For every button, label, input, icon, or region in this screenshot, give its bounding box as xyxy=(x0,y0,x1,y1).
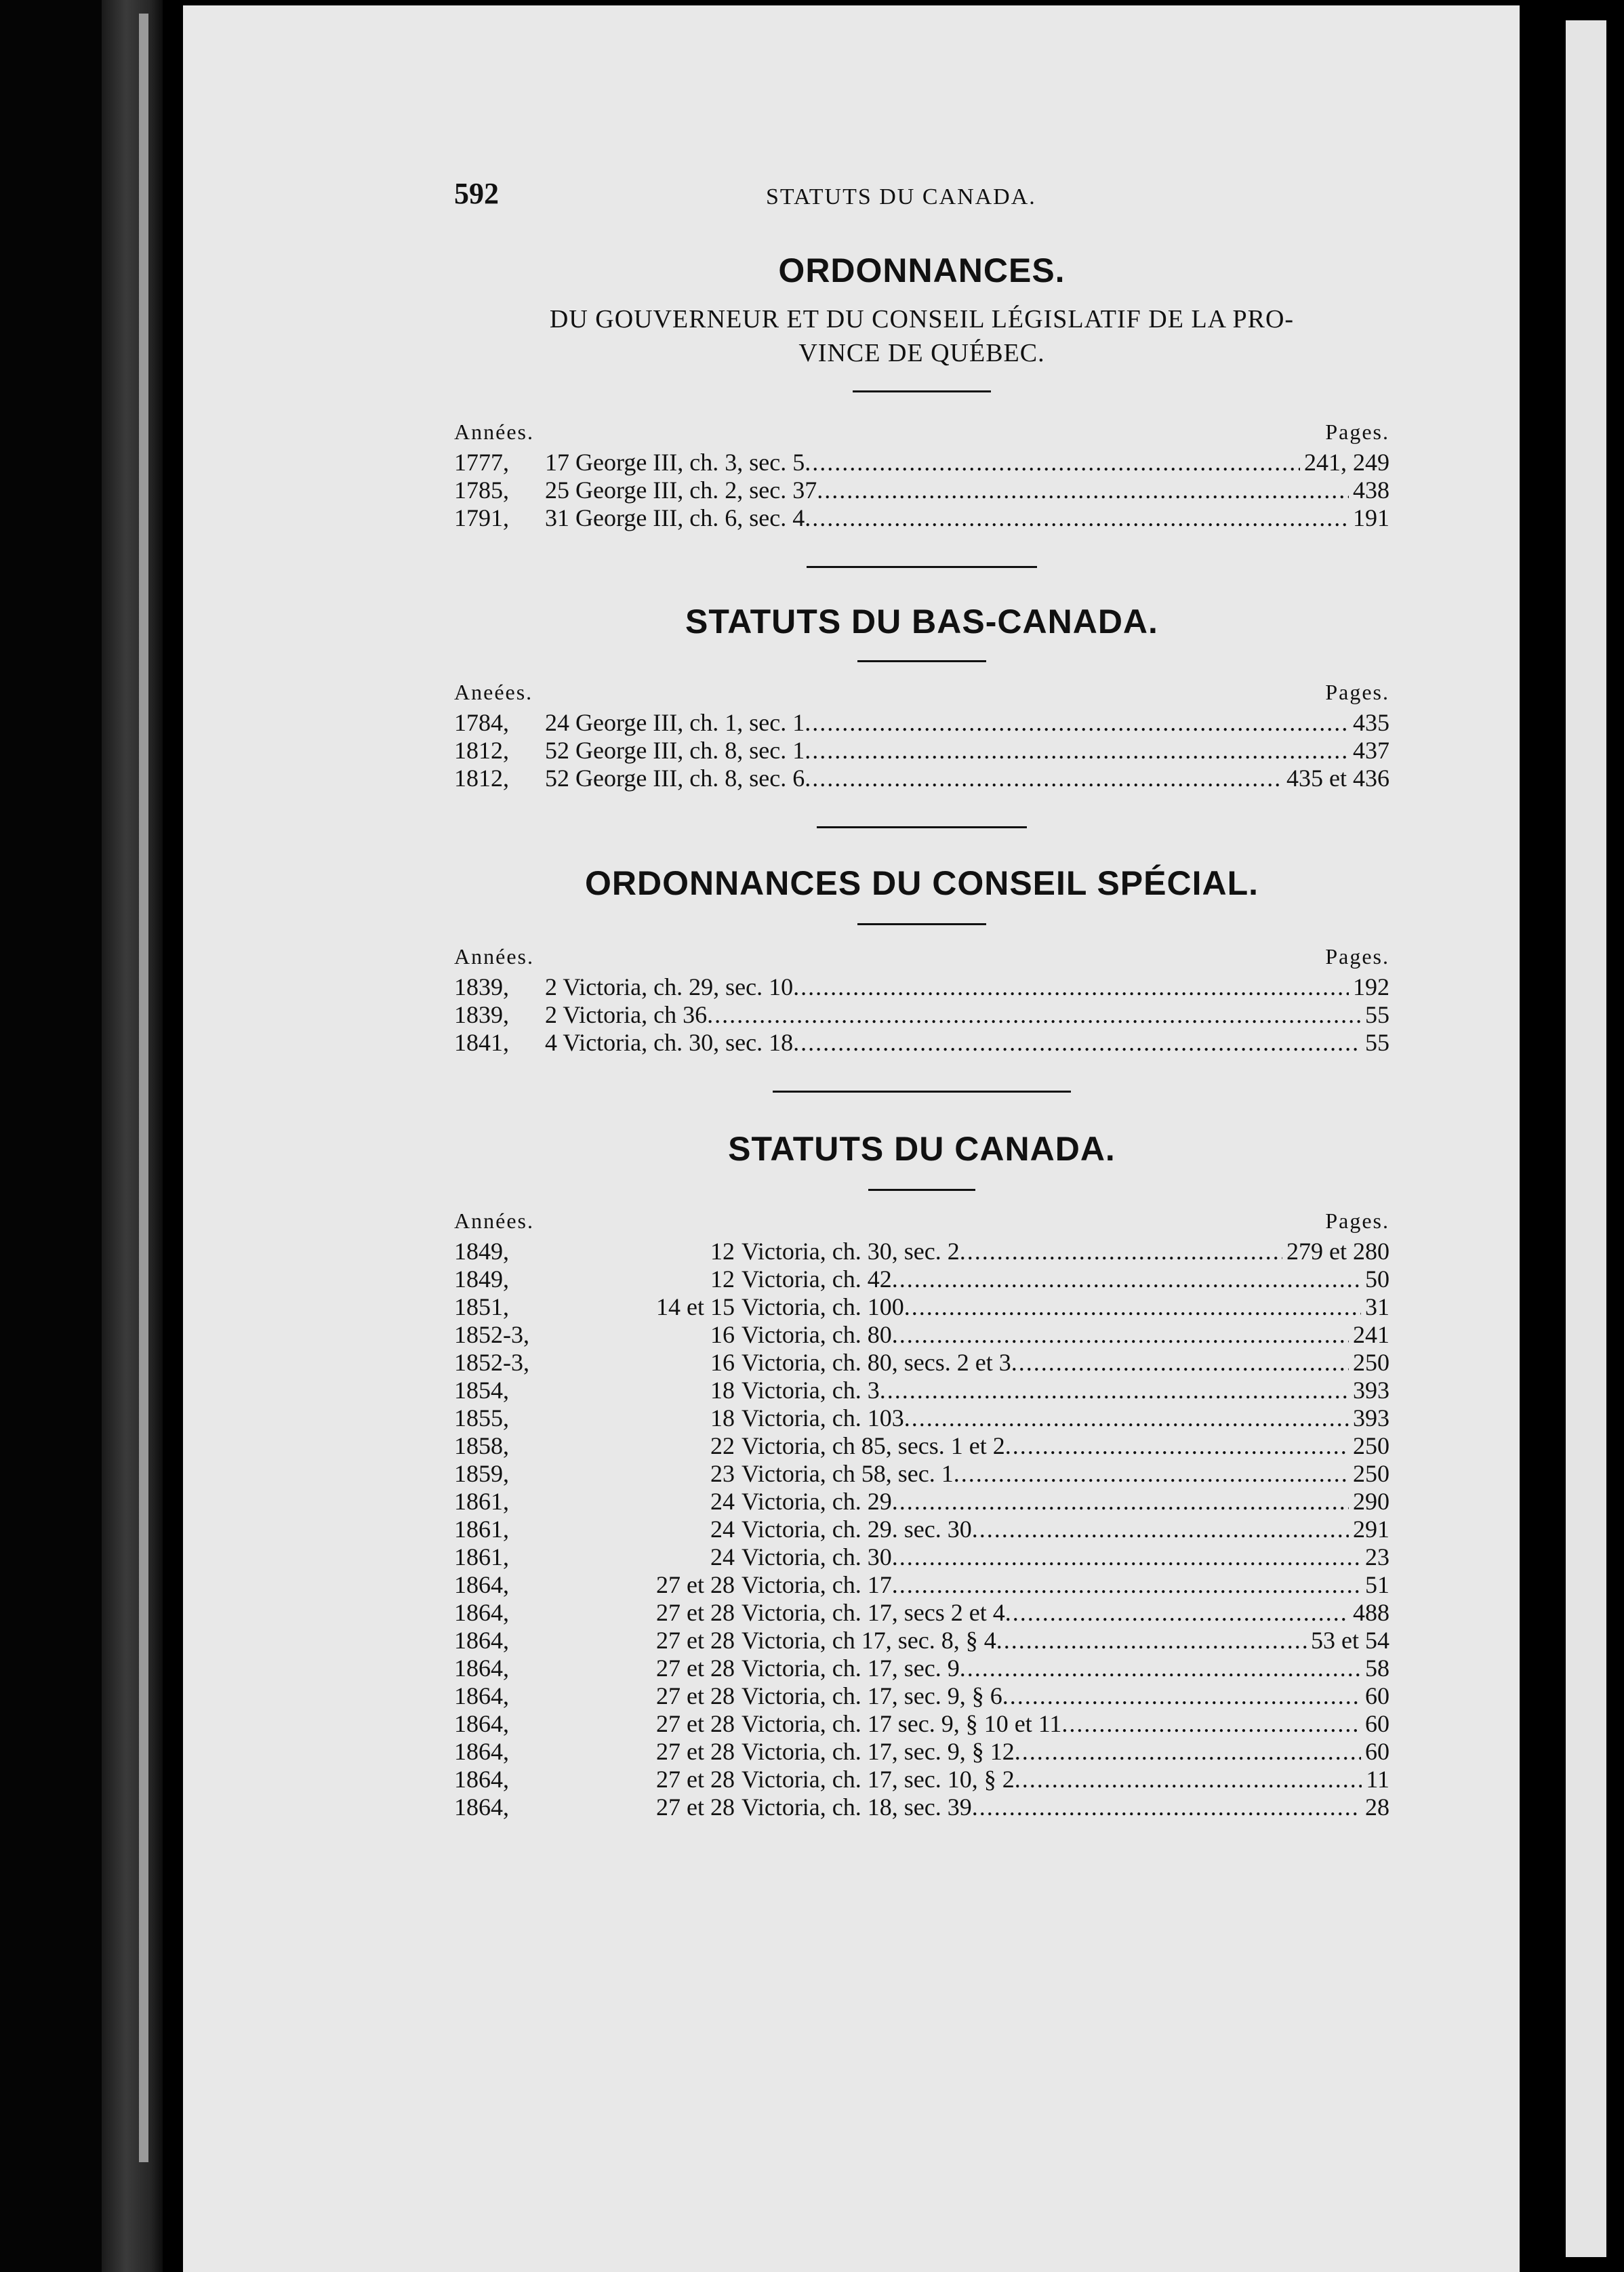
entry-desc: Victoria, ch. 17, sec. 10, § 2 xyxy=(742,1766,1015,1793)
col-year-header: Années. xyxy=(454,1209,534,1233)
dot-leader xyxy=(793,973,1349,1001)
section-title: STATUTS DU BAS-CANADA. xyxy=(685,603,1158,641)
col-year-header: Aneées. xyxy=(454,680,533,704)
entry-year: 1864, xyxy=(454,1710,509,1737)
col-pages-header: Pages. xyxy=(1325,420,1389,444)
list-item xyxy=(454,1238,1389,1265)
list-item xyxy=(454,1738,1389,1766)
list-item xyxy=(454,1766,1389,1793)
scan-border-left xyxy=(0,0,102,2272)
entry-regnal-years: 23 xyxy=(710,1460,735,1487)
list-item xyxy=(454,1404,1389,1432)
entry-year: 1864, xyxy=(454,1766,509,1793)
entry-pages: 437 xyxy=(1353,737,1389,764)
scan-facing-page-strip xyxy=(1566,20,1606,2257)
dot-leader xyxy=(972,1516,1349,1543)
entry-pages: 393 xyxy=(1353,1404,1389,1432)
entry-regnal-years: 18 xyxy=(710,1377,735,1404)
list-item xyxy=(454,1265,1389,1293)
column-headers xyxy=(454,420,1389,445)
dot-leader xyxy=(892,1571,1361,1599)
entry-pages: 31 xyxy=(1365,1293,1389,1320)
entry-desc: Victoria, ch. 17 xyxy=(742,1571,892,1598)
entry-year: 1858, xyxy=(454,1432,509,1459)
entry-year: 1851, xyxy=(454,1293,509,1320)
entry-regnal-years: 16 xyxy=(710,1321,735,1348)
entry-pages: 191 xyxy=(1353,504,1389,531)
list-item xyxy=(454,709,1389,737)
entry-desc: Victoria, ch. 17, sec. 9 xyxy=(742,1655,960,1682)
column-headers xyxy=(454,680,1389,705)
entry-regnal-years: 14 et 15 xyxy=(656,1293,735,1320)
entry-pages: 250 xyxy=(1353,1432,1389,1459)
dot-leader xyxy=(892,1265,1361,1293)
entry-year: 1791, xyxy=(454,504,509,531)
entry-pages: 55 xyxy=(1365,1029,1389,1056)
list-item xyxy=(454,1543,1389,1571)
dot-leader xyxy=(805,765,1282,792)
entry-pages: 250 xyxy=(1353,1349,1389,1376)
dot-leader xyxy=(954,1460,1349,1488)
list-item xyxy=(454,1516,1389,1543)
entry-desc: 2 Victoria, ch. 29, sec. 10 xyxy=(545,973,794,1000)
list-item xyxy=(454,1377,1389,1404)
dot-leader xyxy=(805,449,1300,476)
entry-year: 1852-3, xyxy=(454,1349,529,1376)
dot-leader xyxy=(805,709,1349,737)
list-item xyxy=(454,1293,1389,1321)
entry-desc: Victoria, ch. 29. sec. 30 xyxy=(742,1516,972,1543)
entry-regnal-years: 24 xyxy=(710,1516,735,1543)
entry-pages: 50 xyxy=(1365,1265,1389,1293)
entry-year: 1784, xyxy=(454,709,509,736)
dot-leader xyxy=(1002,1682,1361,1710)
entry-regnal-years: 24 xyxy=(710,1488,735,1515)
dot-leader xyxy=(892,1543,1361,1571)
dot-leader xyxy=(972,1793,1361,1821)
entry-desc: 31 George III, ch. 6, sec. 4 xyxy=(545,504,805,531)
entry-desc: Victoria, ch. 3 xyxy=(742,1377,880,1404)
entry-year: 1849, xyxy=(454,1238,509,1265)
entry-desc: Victoria, ch. 30 xyxy=(742,1543,892,1570)
entry-pages: 291 xyxy=(1353,1516,1389,1543)
divider xyxy=(853,390,991,392)
section-title: ORDONNANCES. xyxy=(778,251,1065,289)
entry-pages: 28 xyxy=(1365,1793,1389,1821)
entry-desc: Victoria, ch. 18, sec. 39 xyxy=(742,1793,972,1821)
entry-regnal-years: 27 et 28 xyxy=(656,1738,735,1765)
list-item xyxy=(454,737,1389,765)
list-item xyxy=(454,1655,1389,1682)
list-item xyxy=(454,1599,1389,1627)
list-item xyxy=(454,504,1389,532)
entry-pages: 51 xyxy=(1365,1571,1389,1598)
list-item xyxy=(454,1793,1389,1821)
section-statuts-bas-canada xyxy=(454,602,1389,828)
dot-leader xyxy=(1061,1710,1361,1738)
entry-year: 1861, xyxy=(454,1488,509,1515)
entry-year: 1839, xyxy=(454,973,509,1000)
entry-list xyxy=(454,973,1389,1057)
entry-desc: Victoria, ch. 30, sec. 2 xyxy=(742,1238,960,1265)
entry-regnal-years: 27 et 28 xyxy=(656,1766,735,1793)
entry-regnal-years: 22 xyxy=(710,1432,735,1459)
list-item xyxy=(454,1321,1389,1349)
entry-year: 1812, xyxy=(454,765,509,792)
entry-desc: Victoria, ch 58, sec. 1 xyxy=(742,1460,954,1487)
page-header xyxy=(454,176,1389,230)
entry-pages: 435 et 436 xyxy=(1286,765,1389,792)
entry-regnal-years: 27 et 28 xyxy=(656,1599,735,1626)
entry-year: 1864, xyxy=(454,1655,509,1682)
entry-desc: Victoria, ch. 80 xyxy=(742,1321,892,1348)
entry-desc: Victoria, ch. 17 sec. 9, § 10 et 11 xyxy=(742,1710,1062,1737)
entry-year: 1859, xyxy=(454,1460,509,1487)
page-content xyxy=(454,176,1389,1821)
entry-desc: Victoria, ch. 17, sec. 9, § 6 xyxy=(742,1682,1002,1709)
subtitle-line: VINCE DE QUÉBEC. xyxy=(798,339,1045,367)
entry-pages: 11 xyxy=(1366,1766,1389,1793)
entry-pages: 241 xyxy=(1353,1321,1389,1348)
entry-year: 1864, xyxy=(454,1738,509,1765)
list-item xyxy=(454,765,1389,792)
entry-desc: Victoria, ch 17, sec. 8, § 4 xyxy=(742,1627,996,1654)
scan-page-edge xyxy=(139,14,148,2162)
dot-leader xyxy=(892,1321,1349,1349)
dot-leader xyxy=(960,1238,1282,1265)
entry-desc: Victoria, ch. 103 xyxy=(742,1404,904,1432)
col-pages-header: Pages. xyxy=(1325,680,1389,704)
entry-regnal-years: 12 xyxy=(710,1265,735,1293)
dot-leader xyxy=(817,476,1349,504)
dot-leader xyxy=(960,1655,1361,1682)
section-statuts-du-canada xyxy=(454,1129,1389,1821)
entry-pages: 438 xyxy=(1353,476,1389,504)
subtitle-line: DU GOUVERNEUR ET DU CONSEIL LÉGISLATIF DE LA PRO- xyxy=(549,305,1295,333)
section-ordonnances xyxy=(454,251,1389,568)
entry-pages: 55 xyxy=(1365,1001,1389,1028)
entry-desc: Victoria, ch. 80, secs. 2 et 3 xyxy=(742,1349,1011,1376)
entry-regnal-years: 27 et 28 xyxy=(656,1793,735,1821)
dot-leader xyxy=(904,1404,1349,1432)
dot-leader xyxy=(805,737,1349,765)
entry-pages: 488 xyxy=(1353,1599,1389,1626)
dot-leader xyxy=(1011,1349,1349,1377)
entry-regnal-years: 27 et 28 xyxy=(656,1627,735,1654)
entry-regnal-years: 27 et 28 xyxy=(656,1710,735,1737)
dot-leader xyxy=(805,504,1349,532)
entry-year: 1841, xyxy=(454,1029,509,1056)
entry-pages: 60 xyxy=(1365,1710,1389,1737)
entry-regnal-years: 24 xyxy=(710,1543,735,1570)
list-item xyxy=(454,1432,1389,1460)
section-ordonnances-conseil-special xyxy=(454,864,1389,1093)
entry-pages: 290 xyxy=(1353,1488,1389,1515)
divider xyxy=(857,660,986,662)
entry-list xyxy=(454,1238,1389,1821)
dot-leader xyxy=(880,1377,1349,1404)
entry-regnal-years: 27 et 28 xyxy=(656,1655,735,1682)
divider xyxy=(868,1189,975,1191)
entry-list xyxy=(454,449,1389,532)
entry-desc: 52 George III, ch. 8, sec. 1 xyxy=(545,737,805,764)
entry-pages: 250 xyxy=(1353,1460,1389,1487)
entry-year: 1864, xyxy=(454,1599,509,1626)
dot-leader xyxy=(707,1001,1361,1029)
entry-desc: 24 George III, ch. 1, sec. 1 xyxy=(545,709,805,736)
section-subtitle xyxy=(454,302,1389,370)
entry-year: 1861, xyxy=(454,1543,509,1570)
entry-pages: 393 xyxy=(1353,1377,1389,1404)
entry-year: 1855, xyxy=(454,1404,509,1432)
list-item xyxy=(454,1460,1389,1488)
scan-book-edge xyxy=(102,0,163,2272)
dot-leader xyxy=(1005,1432,1349,1460)
entry-year: 1849, xyxy=(454,1265,509,1293)
entry-year: 1854, xyxy=(454,1377,509,1404)
dot-leader xyxy=(904,1293,1361,1321)
dot-leader xyxy=(996,1627,1307,1655)
entry-pages: 60 xyxy=(1365,1738,1389,1765)
entry-year: 1864, xyxy=(454,1627,509,1654)
entry-year: 1864, xyxy=(454,1793,509,1821)
col-year-header: Années. xyxy=(454,420,534,444)
divider xyxy=(817,826,1027,828)
entry-desc: Victoria, ch. 42 xyxy=(742,1265,892,1293)
list-item xyxy=(454,476,1389,504)
divider xyxy=(857,923,986,925)
list-item xyxy=(454,1001,1389,1029)
page-number: 592 xyxy=(454,177,499,210)
entry-year: 1852-3, xyxy=(454,1321,529,1348)
section-title: ORDONNANCES DU CONSEIL SPÉCIAL. xyxy=(584,864,1259,902)
entry-desc: 2 Victoria, ch 36 xyxy=(545,1001,708,1028)
dot-leader xyxy=(1015,1738,1361,1766)
entry-list xyxy=(454,709,1389,792)
entry-year: 1861, xyxy=(454,1516,509,1543)
column-headers xyxy=(454,1209,1389,1234)
entry-pages: 279 et 280 xyxy=(1286,1238,1389,1265)
divider xyxy=(773,1091,1071,1093)
entry-year: 1839, xyxy=(454,1001,509,1028)
entry-year: 1864, xyxy=(454,1682,509,1709)
entry-desc: 17 George III, ch. 3, sec. 5 xyxy=(545,449,805,476)
list-item xyxy=(454,973,1389,1001)
entry-regnal-years: 16 xyxy=(710,1349,735,1376)
entry-pages: 53 et 54 xyxy=(1311,1627,1389,1654)
entry-pages: 241, 249 xyxy=(1304,449,1389,476)
entry-pages: 435 xyxy=(1353,709,1389,736)
divider xyxy=(807,566,1037,568)
entry-desc: Victoria, ch. 29 xyxy=(742,1488,892,1515)
entry-desc: Victoria, ch. 100 xyxy=(742,1293,904,1320)
list-item xyxy=(454,1682,1389,1710)
col-pages-header: Pages. xyxy=(1325,1209,1389,1233)
entry-pages: 23 xyxy=(1365,1543,1389,1570)
entry-pages: 58 xyxy=(1365,1655,1389,1682)
entry-pages: 60 xyxy=(1365,1682,1389,1709)
entry-regnal-years: 27 et 28 xyxy=(656,1682,735,1709)
entry-desc: 25 George III, ch. 2, sec. 37 xyxy=(545,476,817,504)
entry-desc: 52 George III, ch. 8, sec. 6 xyxy=(545,765,805,792)
section-title: STATUTS DU CANADA. xyxy=(728,1130,1116,1168)
col-year-header: Années. xyxy=(454,944,534,969)
entry-year: 1864, xyxy=(454,1571,509,1598)
entry-desc: Victoria, ch. 17, secs 2 et 4 xyxy=(742,1599,1005,1626)
entry-year: 1785, xyxy=(454,476,509,504)
entry-desc: Victoria, ch. 17, sec. 9, § 12 xyxy=(742,1738,1015,1765)
column-headers xyxy=(454,944,1389,969)
entry-year: 1812, xyxy=(454,737,509,764)
entry-regnal-years: 12 xyxy=(710,1238,735,1265)
col-pages-header: Pages. xyxy=(1325,944,1389,969)
entry-regnal-years: 18 xyxy=(710,1404,735,1432)
list-item xyxy=(454,449,1389,476)
list-item xyxy=(454,1710,1389,1738)
dot-leader xyxy=(892,1488,1349,1516)
dot-leader xyxy=(1005,1599,1349,1627)
entry-desc: Victoria, ch 85, secs. 1 et 2 xyxy=(742,1432,1005,1459)
list-item xyxy=(454,1349,1389,1377)
running-title: STATUTS DU CANADA. xyxy=(766,184,1036,209)
entry-desc: 4 Victoria, ch. 30, sec. 18 xyxy=(545,1029,794,1056)
entry-pages: 192 xyxy=(1353,973,1389,1000)
list-item xyxy=(454,1488,1389,1516)
entry-year: 1777, xyxy=(454,449,509,476)
dot-leader xyxy=(793,1029,1361,1057)
dot-leader xyxy=(1015,1766,1362,1793)
list-item xyxy=(454,1571,1389,1599)
entry-regnal-years: 27 et 28 xyxy=(656,1571,735,1598)
list-item xyxy=(454,1029,1389,1057)
list-item xyxy=(454,1627,1389,1655)
